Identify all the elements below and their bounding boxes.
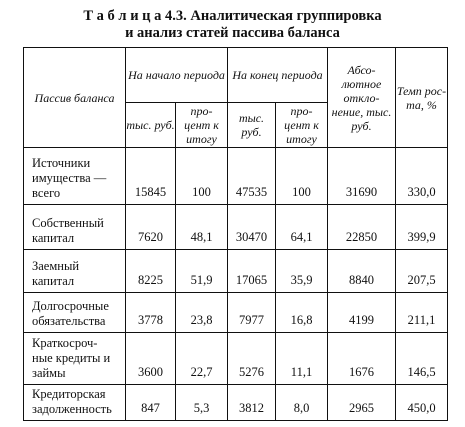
cell-end-thous: 17065 bbox=[228, 250, 276, 293]
header-start-pct: про- цент к итогу bbox=[176, 103, 228, 148]
header-end-pct: про- цент к итогу bbox=[276, 103, 328, 148]
cell-growth: 330,0 bbox=[396, 148, 448, 205]
row-label: Источники имущества — всего bbox=[24, 148, 126, 205]
table-row bbox=[24, 148, 448, 205]
table-row bbox=[24, 293, 448, 333]
cell-end-thous: 5276 bbox=[228, 333, 276, 385]
row-label: Собственный капитал bbox=[24, 205, 126, 250]
cell-start-pct: 100 bbox=[176, 148, 228, 205]
table-row bbox=[24, 205, 448, 250]
cell-end-thous: 7977 bbox=[228, 293, 276, 333]
row-label: Долгосрочные обязательства bbox=[24, 293, 126, 333]
cell-start-pct: 22,7 bbox=[176, 333, 228, 385]
header-abs-deviation: Абсо- лютное откло- нение, тыс. руб. bbox=[328, 48, 396, 148]
table-row bbox=[24, 385, 448, 421]
cell-start-thous: 3778 bbox=[126, 293, 176, 333]
cell-end-thous: 47535 bbox=[228, 148, 276, 205]
cell-start-pct: 48,1 bbox=[176, 205, 228, 250]
cell-end-pct: 64,1 bbox=[276, 205, 328, 250]
cell-end-pct: 8,0 bbox=[276, 385, 328, 421]
header-start-period: На начало периода bbox=[126, 48, 228, 103]
header-end-thous: тыс. руб. bbox=[228, 103, 276, 148]
cell-abs: 4199 bbox=[328, 293, 396, 333]
cell-growth: 146,5 bbox=[396, 333, 448, 385]
header-end-period: На конец периода bbox=[228, 48, 328, 103]
table-row bbox=[24, 250, 448, 293]
cell-end-thous: 3812 bbox=[228, 385, 276, 421]
header-growth-rate: Темп рос- та, % bbox=[396, 48, 448, 148]
header-row-1 bbox=[24, 48, 448, 103]
liabilities-table bbox=[23, 47, 448, 421]
table-body bbox=[24, 148, 448, 421]
caption-line-1: Т а б л и ц а 4.3. Аналитическая группировка bbox=[83, 8, 382, 24]
header-item: Пассив баланса bbox=[24, 48, 126, 148]
cell-abs: 31690 bbox=[328, 148, 396, 205]
cell-abs: 8840 bbox=[328, 250, 396, 293]
cell-growth: 399,9 bbox=[396, 205, 448, 250]
cell-start-thous: 3600 bbox=[126, 333, 176, 385]
cell-start-thous: 847 bbox=[126, 385, 176, 421]
row-label: Кредиторская задолженность bbox=[24, 385, 126, 421]
cell-end-pct: 11,1 bbox=[276, 333, 328, 385]
cell-end-pct: 100 bbox=[276, 148, 328, 205]
table-caption bbox=[0, 8, 465, 42]
table-row bbox=[24, 333, 448, 385]
cell-start-pct: 23,8 bbox=[176, 293, 228, 333]
cell-start-pct: 5,3 bbox=[176, 385, 228, 421]
cell-end-thous: 30470 bbox=[228, 205, 276, 250]
header-start-thous: тыс. руб. bbox=[126, 103, 176, 148]
cell-end-pct: 35,9 bbox=[276, 250, 328, 293]
cell-abs: 1676 bbox=[328, 333, 396, 385]
cell-start-thous: 7620 bbox=[126, 205, 176, 250]
cell-growth: 450,0 bbox=[396, 385, 448, 421]
cell-growth: 211,1 bbox=[396, 293, 448, 333]
cell-abs: 2965 bbox=[328, 385, 396, 421]
cell-abs: 22850 bbox=[328, 205, 396, 250]
cell-growth: 207,5 bbox=[396, 250, 448, 293]
cell-end-pct: 16,8 bbox=[276, 293, 328, 333]
row-label: Заемный капитал bbox=[24, 250, 126, 293]
cell-start-pct: 51,9 bbox=[176, 250, 228, 293]
cell-start-thous: 8225 bbox=[126, 250, 176, 293]
cell-start-thous: 15845 bbox=[126, 148, 176, 205]
caption-line-2: и анализ статей пассива баланса bbox=[125, 25, 340, 41]
row-label: Краткосроч- ные кредиты и займы bbox=[24, 333, 126, 385]
